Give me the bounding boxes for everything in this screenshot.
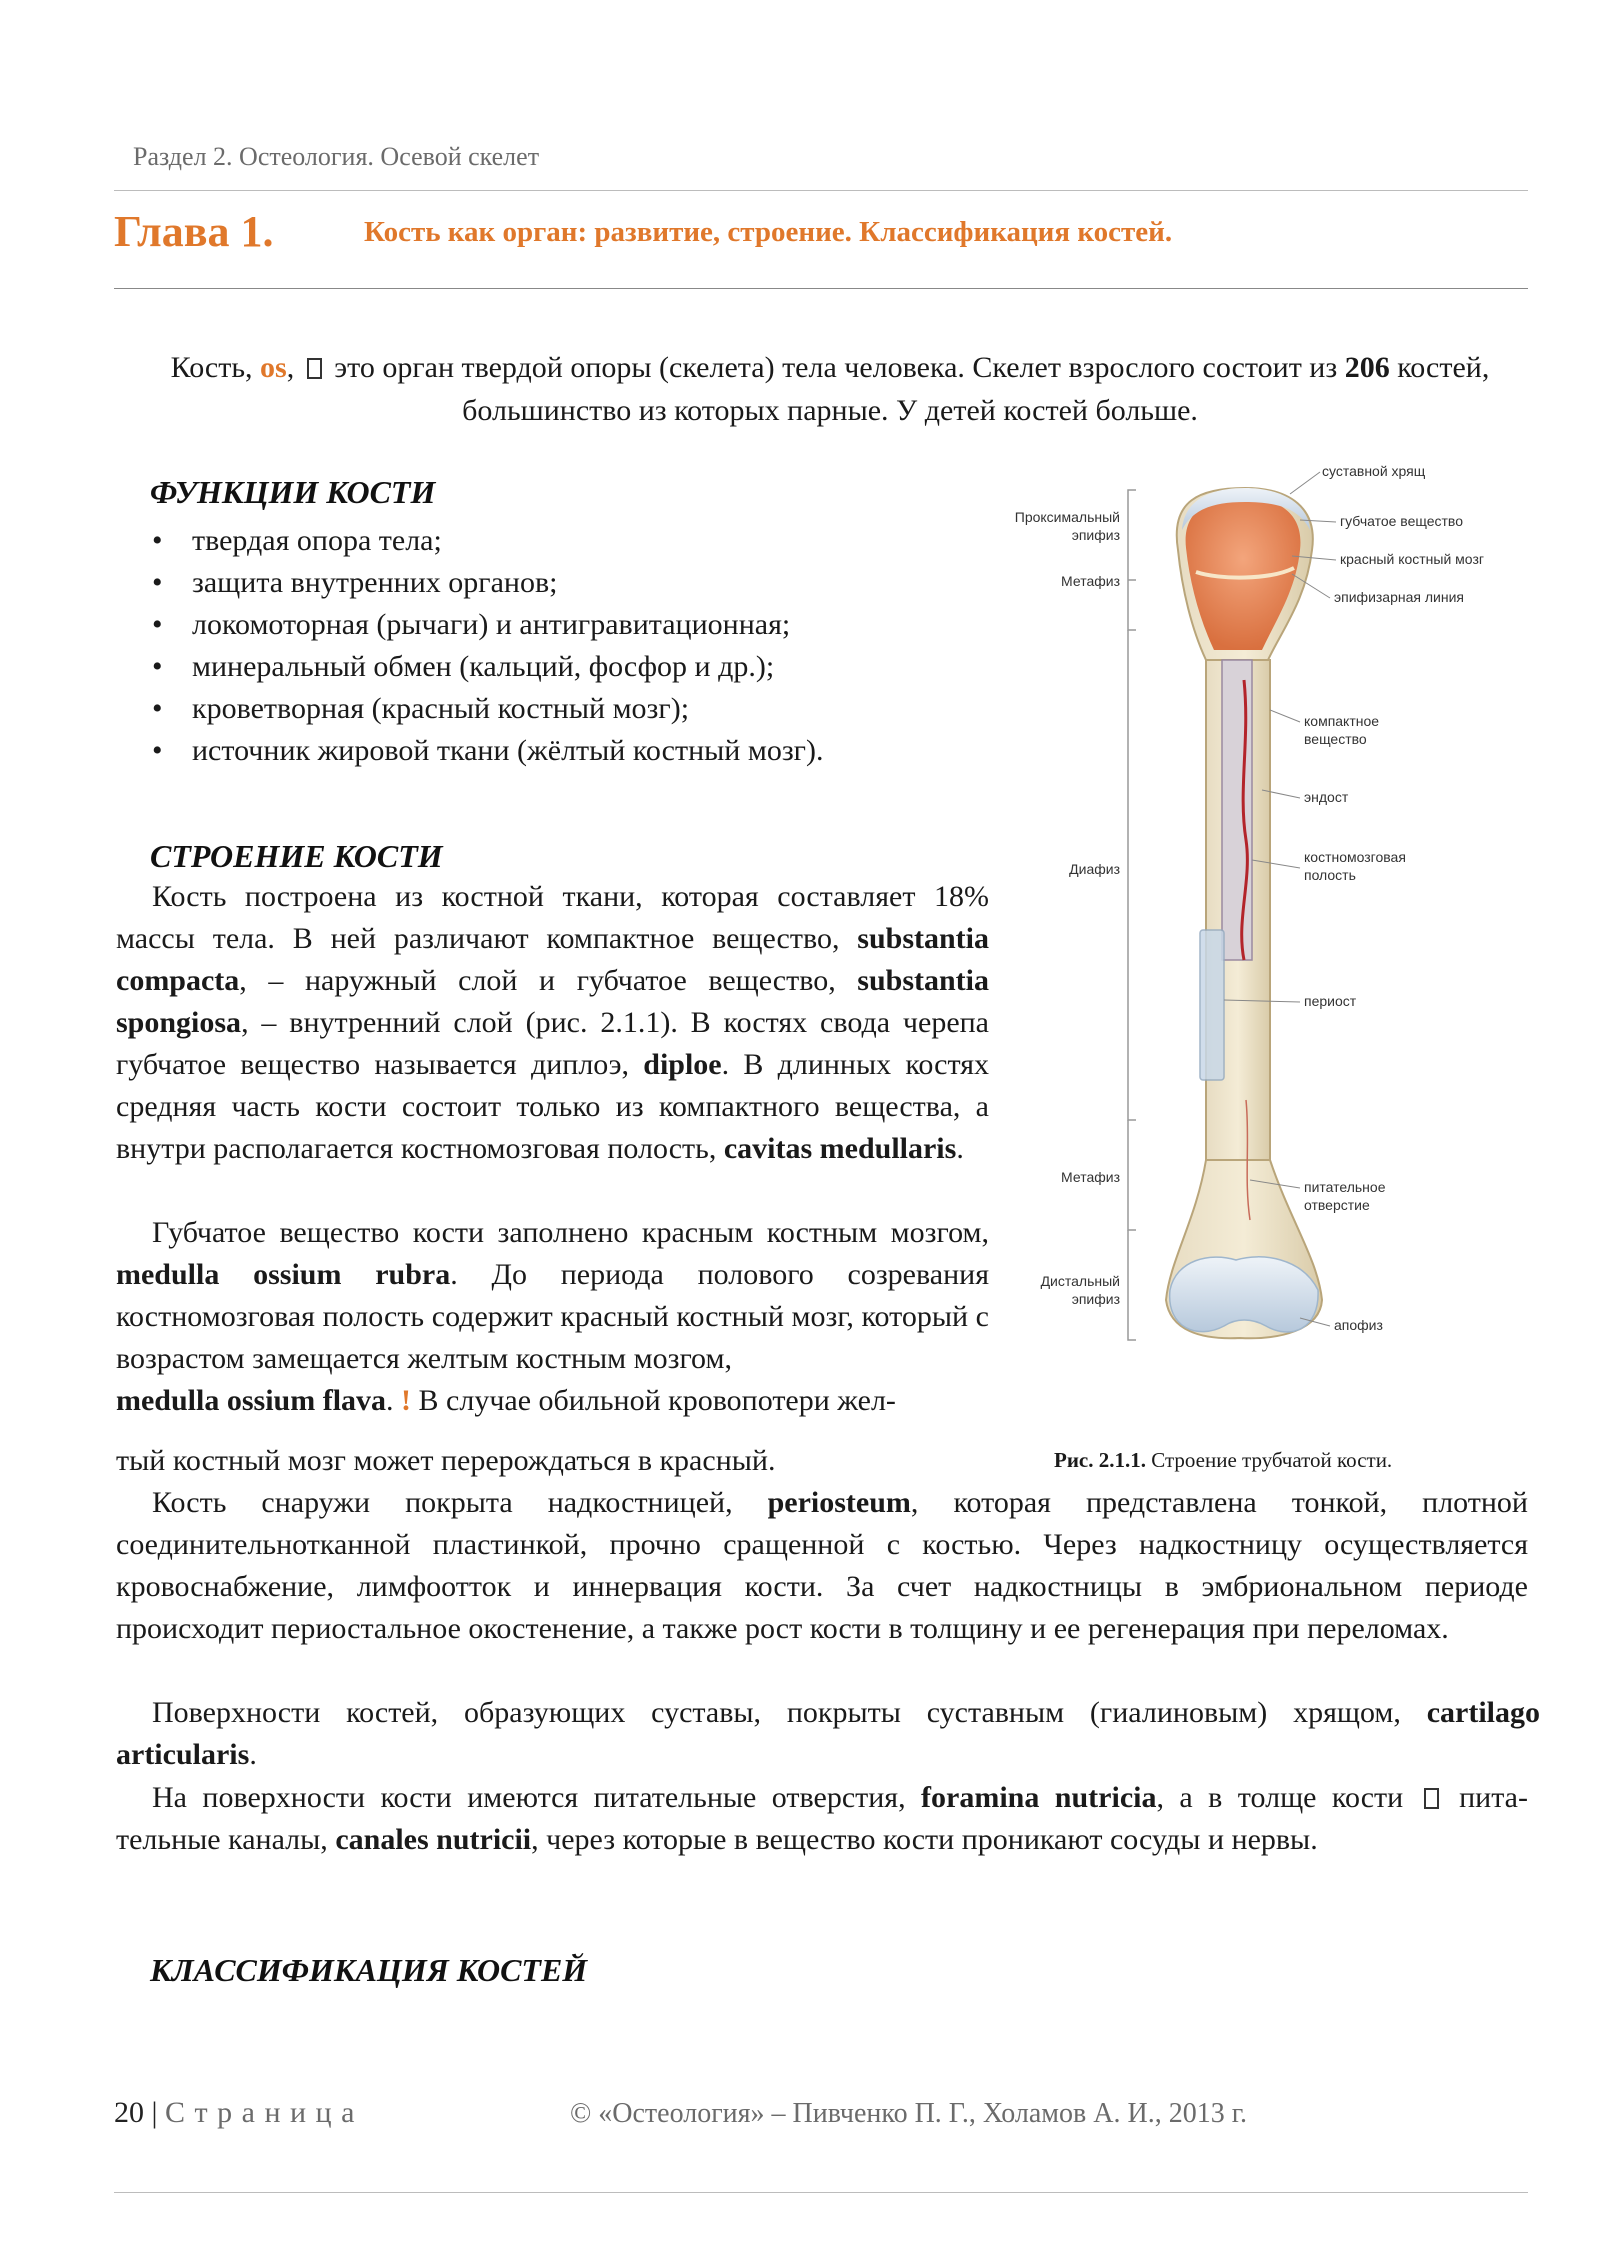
chapter-divider	[114, 288, 1528, 289]
chapter-number: Глава 1.	[114, 207, 274, 256]
label-diaphysis: Диафиз	[1069, 861, 1120, 877]
label-apophysis: апофиз	[1334, 1317, 1383, 1333]
label-compact-2: вещество	[1304, 731, 1367, 747]
warning-exclamation: !	[401, 1384, 412, 1417]
structure-paragraph-5: На поверхности кости имеются питательные отверстия, foramina nutricia, а в толще кости пита-тельные каналы, canales nutricii, через которые в вещество кости проникают сосуды и нервы.	[116, 1781, 1528, 1856]
label-periosteum: периост	[1304, 993, 1357, 1009]
label-metaphysis-bottom: Метафиз	[1061, 1169, 1120, 1185]
label-proximal-1: Проксимальный	[1014, 509, 1120, 525]
label-spongy: губчатое вещество	[1340, 513, 1463, 529]
label-epiphyseal-line: эпифизарная линия	[1334, 589, 1464, 605]
functions-heading: ФУНКЦИИ КОСТИ	[150, 474, 436, 510]
copyright: © «Остеология» – Пивченко П. Г., Холамов А. И., 2013 г.	[570, 2098, 1248, 2129]
label-cavity-2: полость	[1304, 867, 1356, 883]
page-word: С т р а н и ц а	[165, 2096, 356, 2129]
label-distal-1: Дистальный	[1040, 1273, 1120, 1289]
list-item: • минеральный обмен (кальций, фосфор и др.);	[148, 646, 823, 688]
label-endosteum: эндост	[1304, 789, 1349, 805]
structure-paragraph-2: Губчатое вещество кости заполнено красным костным мозгом, medulla ossium rubra. До периода полового созревания костномозговая полость содержит красный костный мозг, который с возрастом замещается желтым костным мозгом,	[116, 1216, 989, 1375]
section-title: Раздел 2. Остеология. Осевой скелет	[133, 142, 540, 171]
list-item: • кроветворная (красный костный мозг);	[148, 688, 823, 730]
footer-divider	[114, 2192, 1528, 2193]
intro-paragraph: Кость, os, это орган твердой опоры (скелета) тела человека. Скелет взрослого состоит из 206 костей, большинство из которых парные. У детей костей больше.	[170, 351, 1490, 427]
articular-cartilage-bottom	[1170, 1257, 1318, 1332]
structure-paragraph-1: Кость построена из костной ткани, которая составляет 18% массы тела. В ней различают компактное вещество, substantia compacta, – наружный слой и губчатое вещество, substantia spongiosa, – внутренний слой (рис. 2.1.1). В костях свода черепа губчатое вещество называется диплоэ, diploe. В длинных костях средняя часть кости состоит только из компактного вещества, а внутри располагается костномозговая полость, cavitas medullaris.	[116, 880, 989, 1165]
region-brackets	[1128, 490, 1136, 1340]
figure-caption: Рис. 2.1.1. Строение трубчатой кости.	[1054, 1448, 1393, 1472]
label-compact-1: компактное	[1304, 713, 1380, 729]
list-item: • локомоторная (рычаги) и антигравитационная;	[148, 604, 823, 646]
page-footer: 20 | С т р а н и ц а	[114, 2096, 356, 2129]
latin-term-os: os	[260, 351, 287, 384]
label-metaphysis-top: Метафиз	[1061, 573, 1120, 589]
structure-paragraph-3: Кость снаружи покрыта надкостницей, periosteum, которая представлена тонкой, плотной соединительнотканной пластинкой, прочно сращенной с костью. Через надкостницу осуществляется кровоснабжение, лимфоотток и иннервация кости. За счет надкостницы в эмбриональном периоде происходит периостальное окостенение, а также рост кости в толщину и ее регенерация при переломах.	[116, 1486, 1528, 1645]
page-number: 20	[114, 2096, 144, 2129]
list-item: • защита внутренних органов;	[148, 562, 823, 604]
label-articular-cartilage: суставной хрящ	[1322, 463, 1426, 479]
structure-paragraph-2-tail: medulla ossium flava. ! В случае обильной кровопотери жел-	[116, 1384, 896, 1417]
missing-glyph-box	[1424, 1788, 1439, 1809]
structure-paragraph-4: Поверхности костей, образующих суставы, покрыты суставным (гиалиновым) хрящом, cartilago articularis.	[116, 1696, 1540, 1771]
structure-heading: СТРОЕНИЕ КОСТИ	[150, 838, 443, 874]
label-proximal-2: эпифиз	[1071, 527, 1120, 543]
bone-count: 206	[1344, 351, 1390, 384]
label-cavity-1: костномозговая	[1304, 849, 1406, 865]
missing-glyph-box	[307, 358, 322, 379]
label-red-marrow: красный костный мозг	[1340, 551, 1484, 567]
list-item: • источник жировой ткани (жёлтый костный мозг).	[148, 730, 823, 772]
classification-heading: КЛАССИФИКАЦИЯ КОСТЕЙ	[150, 1952, 588, 1988]
label-nutrient-1: питательное	[1304, 1179, 1386, 1195]
chapter-title: Кость как орган: развитие, строение. Классификация костей.	[364, 216, 1173, 248]
long-bone-figure	[1000, 460, 1560, 1360]
label-distal-2: эпифиз	[1071, 1291, 1120, 1307]
label-nutrient-2: отверстие	[1304, 1197, 1370, 1213]
medullary-cavity	[1222, 660, 1252, 960]
periosteum-sleeve	[1200, 930, 1224, 1080]
list-item: • твердая опора тела;	[148, 520, 823, 562]
structure-paragraph-2-end: тый костный мозг может перерождаться в красный.	[116, 1444, 776, 1477]
header-divider	[114, 190, 1528, 191]
functions-list	[148, 520, 823, 772]
